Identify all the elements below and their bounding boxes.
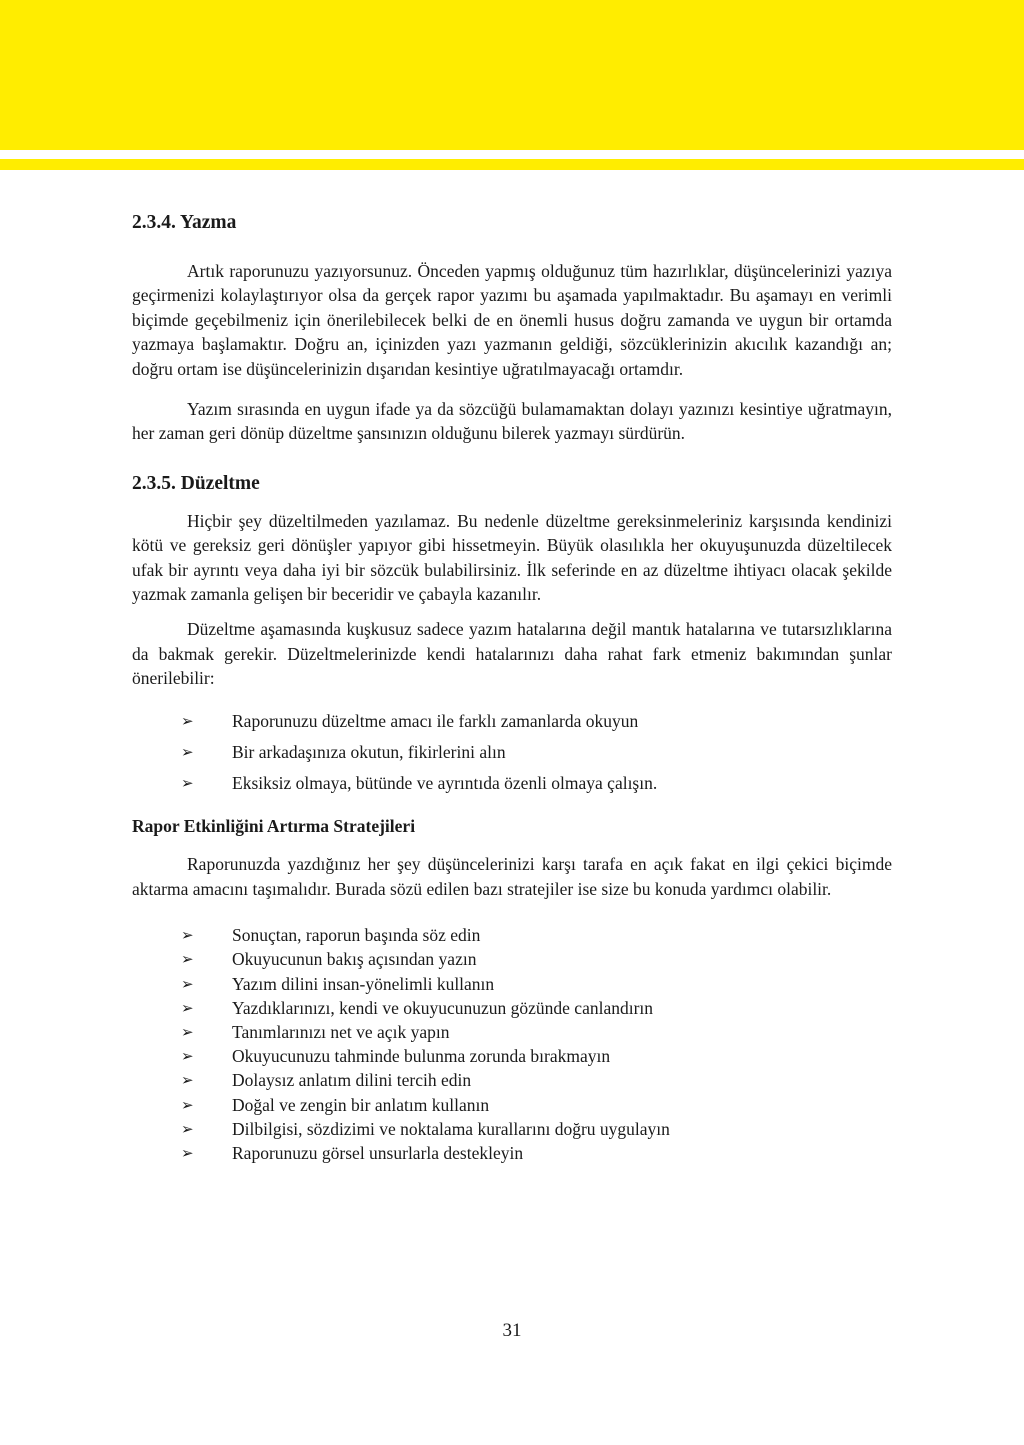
arrow-bullet-icon: ➢: [181, 950, 194, 969]
header-stripe: [0, 159, 1024, 170]
arrow-bullet-icon: ➢: [181, 711, 194, 730]
arrow-bullet-icon: ➢: [181, 974, 194, 993]
paragraph-yazma-1: Artık raporunuzu yazıyorsunuz. Önceden yapmış olduğunuz tüm hazırlıklar, düşüncelerinizi yazıya geçirmenizi kolaylaştırıyor olsa da gerçek rapor yazımı bu aşamada yapılmaktadır. Bu aşamayı en verimli biçimde geçebilmeniz için önerilebilecek belki de en önemli husus doğru zamanda ve uygun bir ortamda yazmaya başlamaktır. Doğru an, içinizden yazı yazmanın geldiği, sözcüklerinizin akıcılık kazandığı an; doğru ortam ise düşüncelerinizin dışarıdan kesintiye uğratılmayacağı ortamdır.: [132, 261, 892, 379]
arrow-bullet-icon: ➢: [181, 926, 194, 945]
strategies-bullet-list: [132, 923, 892, 1165]
paragraph-duzeltme-2: Düzeltme aşamasında kuşkusuz sadece yazım hatalarına değil mantık hatalarına ve tutarsızlıklarına da bakmak gerekir. Düzeltmelerinizde kendi hatalarınızı daha rahat fark etmeniz bakımından şunlar önerilebilir:: [132, 619, 892, 689]
arrow-bullet-icon: ➢: [181, 774, 194, 793]
page-content: [132, 210, 892, 1165]
list-item: ➢ Bir arkadaşınıza okutun, fikirlerini alın: [132, 740, 892, 764]
list-item: ➢ Eksiksiz olmaya, bütünde ve ayrıntıda özenli olmaya çalışın.: [132, 771, 892, 795]
paragraph-duzeltme-1: Hiçbir şey düzeltilmeden yazılamaz. Bu nedenle düzeltme gereksinmeleriniz karşısında kendinizi kötü ve gereksiz geri dönüşler yapıyor gibi hissetmeyin. Büyük olasılıkla her okuyuşunuzda düzeltilecek ufak bir ayrıntı veya daha iyi bir sözcük bulabilirsiniz. İlk seferinde en az düzeltme ihtiyacı olacak şekilde yazmak zamanla gelişen bir beceridir ve çabayla kazanılır.: [132, 510, 892, 605]
list-item: ➢ Sonuçtan, raporun başında söz edin: [132, 923, 892, 947]
section-heading-duzeltme: 2.3.5. Düzeltme: [132, 472, 260, 494]
list-item: ➢ Raporunuzu görsel unsurlarla destekleyin: [132, 1141, 892, 1165]
list-item: ➢ Tanımlarınızı net ve açık yapın: [132, 1020, 892, 1044]
arrow-bullet-icon: ➢: [181, 1143, 194, 1162]
list-item: ➢ Okuyucunun bakış açısından yazın: [132, 947, 892, 971]
header-band: [0, 0, 1024, 150]
duzeltme-bullet-list: [132, 709, 892, 796]
arrow-bullet-icon: ➢: [181, 1047, 194, 1066]
arrow-bullet-icon: ➢: [181, 742, 194, 761]
strategies-heading: Rapor Etkinliğini Artırma Stratejileri: [132, 816, 416, 837]
arrow-bullet-icon: ➢: [181, 1119, 194, 1138]
section-heading-yazma: 2.3.4. Yazma: [132, 212, 237, 233]
page-number: 31: [502, 1320, 522, 1341]
paragraph-yazma-2: Yazım sırasında en uygun ifade ya da sözcüğü bulamamaktan dolayı yazınızı kesintiye uğratmayın, her zaman geri dönüp düzeltme şansınızın olduğunu bilerek yazmayı sürdürün.: [132, 399, 892, 444]
arrow-bullet-icon: ➢: [181, 998, 194, 1017]
arrow-bullet-icon: ➢: [181, 1022, 194, 1041]
list-item: ➢ Okuyucunuzu tahminde bulunma zorunda bırakmayın: [132, 1044, 892, 1068]
list-item: ➢ Yazım dilini insan-yönelimli kullanın: [132, 972, 892, 996]
list-item: ➢ Yazdıklarınızı, kendi ve okuyucunuzun gözünde canlandırın: [132, 996, 892, 1020]
arrow-bullet-icon: ➢: [181, 1071, 194, 1090]
list-item: ➢ Doğal ve zengin bir anlatım kullanın: [132, 1093, 892, 1117]
list-item: ➢ Dilbilgisi, sözdizimi ve noktalama kurallarını doğru uygulayın: [132, 1117, 892, 1141]
list-item: ➢ Dolaysız anlatım dilini tercih edin: [132, 1068, 892, 1092]
arrow-bullet-icon: ➢: [181, 1095, 194, 1114]
paragraph-strategies: Raporunuzda yazdığınız her şey düşüncelerinizi karşı tarafa en açık fakat en ilgi çekici biçimde aktarma amacını taşımalıdır. Burada sözü edilen bazı stratejiler ise size bu konuda yardımcı olabilir.: [132, 854, 892, 899]
list-item: ➢ Raporunuzu düzeltme amacı ile farklı zamanlarda okuyun: [132, 709, 892, 733]
